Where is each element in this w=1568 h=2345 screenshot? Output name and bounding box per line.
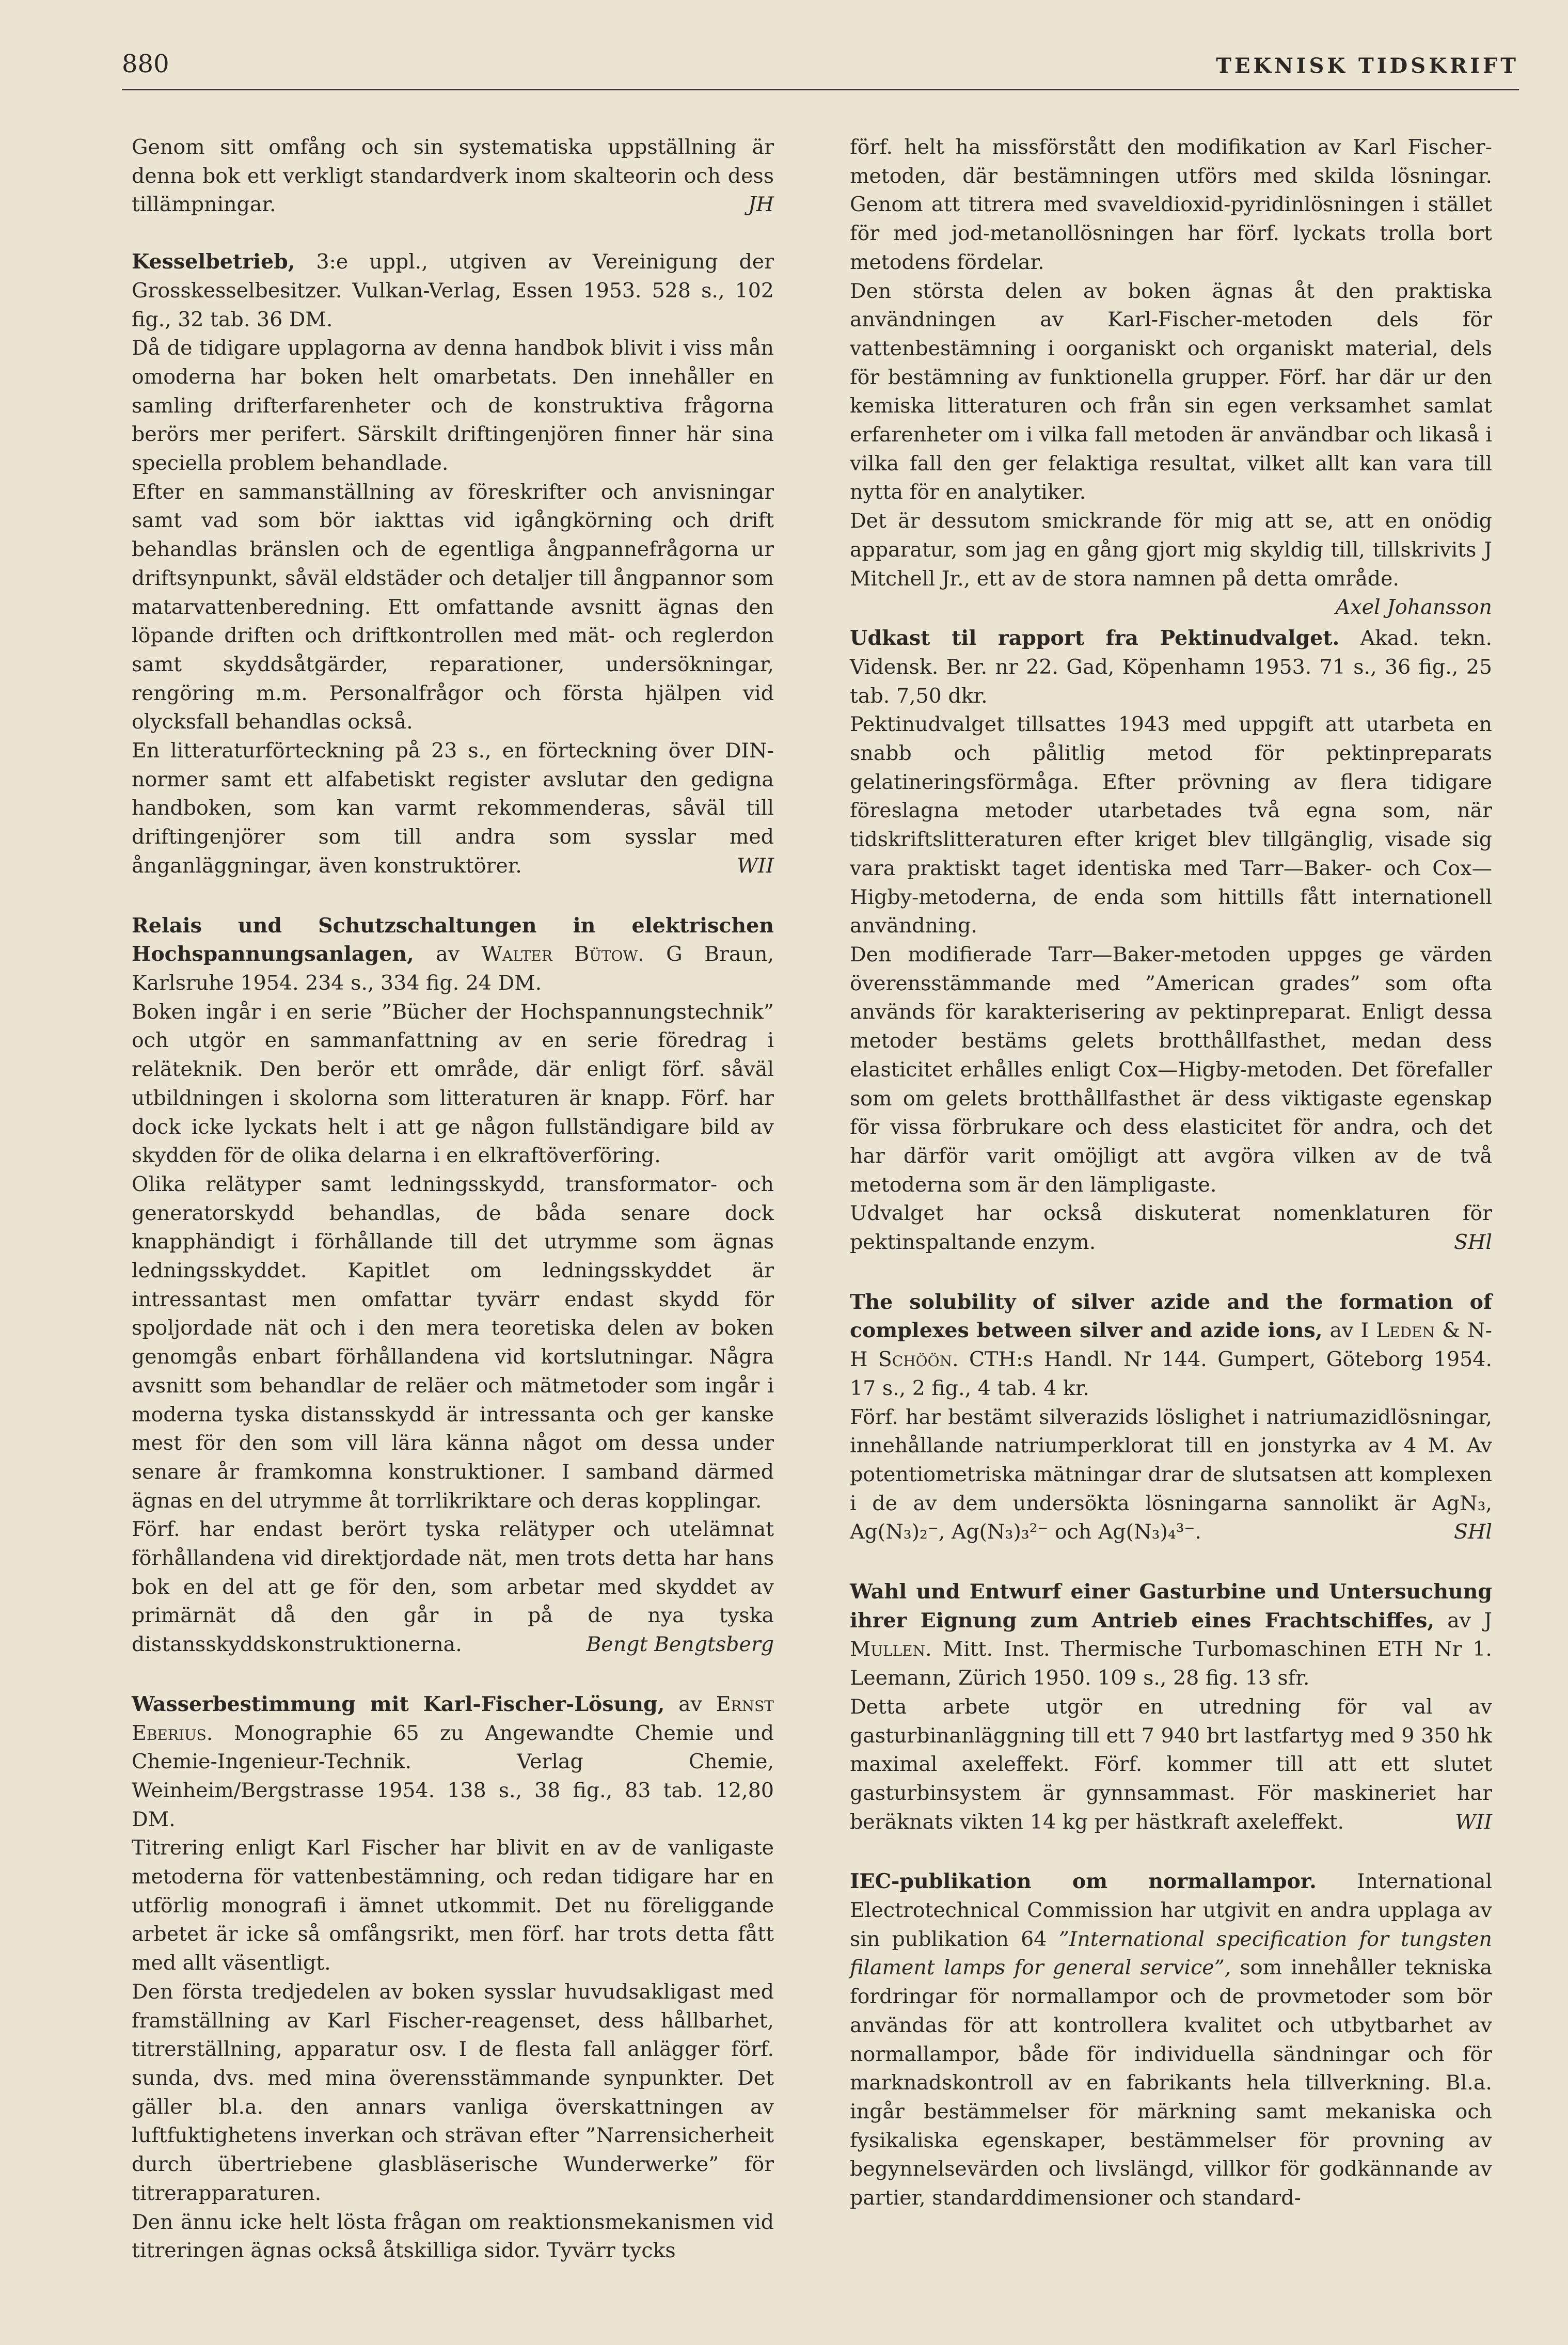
review-paragraph: Den största delen av boken ägnas åt den praktiska användningen av Karl-Fischer-metoden dels för vattenbestämning i oorganiskt och organiskt material, dels för bestämning av funktionella grupper. Förf. har där ur den kemiska litteraturen och från sin egen verksamhet samlat erfarenheter om i vilka fall metoden är användbar och likaså i vilka fall den ger felaktiga resultat, vilket allt kan vara till nytta för en analytiker. [850,279,1492,504]
entry-meta: . Mitt. Inst. Thermische Turbomaschinen ETH Nr 1. Leemann, Zürich 1950. 109 s., 28 fig. 13 sfr. [850,1637,1492,1690]
entry-citation [132,248,774,334]
publication-title: ”International specification for tungsten filament lamps for general service”, [850,1927,1492,1980]
review-continuation: Genom sitt omfång och sin systematiska uppställning är denna bok ett verkligt standardverk inom skalteorin och dess tillämpningar. JH [132,133,774,219]
review-paragraph: Den modifierade Tarr—Baker-metoden uppges ge värden överensstämmande med ”American grades” som ofta används för karakterisering av pektinpreparat. Enligt dessa metoder bestäms gelets brotthållfasthet, medan dess elasticitet erhålles enligt Cox—Higby-metoden. Det förefaller som om gelets brotthållfasthet är dess viktigaste egenskap för vissa förbrukare och dess elasticitet för andra, och det har därför varit omöjligt att avgöra vilken av de två metoderna som är den lämpligaste. [850,942,1492,1197]
reviewer-signature: JH [748,193,774,217]
review-wasserbestimmung [132,1690,774,2265]
review-paragraph: Titrering enligt Karl Fischer har blivit en av de vanligaste metoderna för vattenbestämning, och redan tidigare har en utförlig monografi i ämnet utkommit. Det nu föreliggande arbetet är icke så omfångsrikt, men förf. har trots detta fått med allt väsentligt. [132,1836,774,1975]
review-paragraph: Detta arbete utgör en utredning för val av gasturbinanläggning till ett 7 940 brt lastfartyg med 9 350 hk maximal axeleffekt. Förf. kommer till att ett slutet gasturbinsystem är gynnsammast. För maskineriet har beräknats vikten 14 kg per hästkraft axeleffekt. WII [850,1693,1492,1837]
right-column [850,133,1492,2213]
entry-citation: Wasserbestimmung mit Karl-Fischer-Lösung, av Ernst Eberius. Monographie 65 zu Angewandte Chemie und Chemie-Ingenieur-Technik. Verlag Chemie, Weinheim/Bergstrasse 1954. 138 s., 38 fig., 83 tab. 12,80 DM. [132,1692,774,1831]
review-paragraph: Efter en sammanställning av föreskrifter och anvisningar samt vad som bör iakttas vid igångkörning och drift behandlas bränslen och de egentliga ångpannefrågorna ur driftsynpunkt, såväl eldstäder och detaljer till ångpannor som matarvattenberedning. Ett omfattande avsnitt ägnas den löpande driften och driftkontrollen med mät- och reglerdon samt skyddsåtgärder, reparationer, undersökningar, rengöring m.m. Personalfrågor och första hjälpen vid olycksfall behandlas också. [132,480,774,734]
entry-title: IEC-publikation om normallampor. [850,1869,1317,1894]
page-header [122,50,1519,94]
reviewer-signature: WII [737,853,774,878]
left-column [132,133,774,2265]
review-paragraph: Det är dessutom smickrande för mig att se, att en onödig apparatur, som jag en gång gjort mig skyldig till, tillskrivits J Mitchell Jr., ett av de stora namnen på detta område. Axel Johansson [850,507,1492,593]
review-relais [132,912,774,1659]
entry-author: I Leden & N-H Schöön [850,1319,1492,1372]
entry-citation: The solubility of silver azide and the formation of complexes between silver and azide ions, av I Leden & N-H Schöön. CTH:s Handl. Nr 144. Gumpert, Göteborg 1954. 17 s., 2 fig., 4 tab. 4 kr. [850,1290,1492,1400]
reviewer-signature: Axel Johansson [1335,595,1492,620]
header-rule [122,89,1519,90]
entry-author: Ernst Eberius [132,1692,774,1745]
review-kesselbetrieb [132,248,774,880]
review-paragraph: Pektinudvalget tillsattes 1943 med uppgift att utarbeta en snabb och pålitlig metod för pektinpreparats gelatineringsförmåga. Efter prövning av flera tidigare föreslagna metoder utarbetades två egna som, när tidskriftslitteraturen efter kriget blev tillgänglig, visade sig vara praktiskt taget identiska med Tarr—Baker- och Cox—Higby-metoderna, de enda som hittills fått internationell användning. [850,712,1492,938]
reviewer-signature: SHl [1453,1230,1492,1255]
entry-meta: 3:e uppl., utgiven av Vereinigung der Grosskesselbesitzer. Vulkan-Verlag, Essen 1953. 528 s., 102 fig., 32 tab. 36 DM. [132,250,774,331]
entry-meta: . G Braun, Karlsruhe 1954. 234 s., 334 fig. 24 DM. [132,942,774,995]
entry-citation [850,624,1492,710]
review-paragraph: Den ännu icke helt lösta frågan om reaktionsmekanismen vid titreringen ägnas också åtskilliga sidor. Tyvärr tycks [132,2210,774,2263]
review-iec-normallampor [850,1867,1492,2212]
page-number: 880 [122,50,169,78]
entry-title: Wasserbestimmung mit Karl-Fischer-Lösung, [132,1692,665,1716]
entry-meta: . CTH:s Handl. Nr 144. Gumpert, Göteborg 1954. 17 s., 2 fig., 4 tab. 4 kr. [850,1348,1492,1400]
entry-meta: Akad. tekn. Vidensk. Ber. nr 22. Gad, Köpenhamn 1953. 71 s., 36 fig., 25 tab. 7,50 dkr. [850,626,1492,708]
reviewer-signature: SHl [1453,1520,1492,1544]
review-paragraph: Boken ingår i en serie ”Bücher der Hochspannungstechnik” och utgör en sammanfattning av en serie föredrag i reläteknik. Den berör ett område, där enligt förf. såväl utbildningen i skolorna som litteraturen är knapp. Förf. har dock icke lyckats helt i att ge någon fullständigare bild av skydden för de olika delarna i en elkraftöverföring. [132,1000,774,1168]
entry-author: J Mullen [850,1608,1492,1661]
review-paragraph: förf. helt ha missförstått den modifikation av Karl Fischer-metoden, där bestämningen utförs med skilda lösningar. Genom att titrera med svaveldioxid-pyridinlösningen i stället för med jod-metanollösningen har förf. lyckats trolla bort metodens fördelar. [850,135,1492,274]
entry-citation: Relais und Schutzschaltungen in elektrischen Hochspannungsanlagen, av Walter Bütow. G Braun, Karlsruhe 1954. 234 s., 334 fig. 24 DM. [132,913,774,995]
entry-title: Relais und Schutzschaltungen in elektrischen Hochspannungsanlagen, [132,913,774,966]
review-pektinudvalget [850,624,1492,1257]
entry-title: The solubility of silver azide and the formation of complexes between silver and azide ions, [850,1290,1492,1343]
review-paragraph: Förf. har endast berört tyska relätyper och utelämnat förhållandena vid direktjordade nät, men trots detta har hans bok en del att ge för den, som arbetar med skyddet av primärnät då den går in på de nya tyska distansskyddskonstruktionerna. Bengt Bengtsberg [132,1515,774,1659]
journal-name: TEKNISK TIDSKRIFT [1216,54,1519,78]
entry-citation: Wahl und Entwurf einer Gasturbine und Untersuchung ihrer Eignung zum Antrieb eines Frachtschiffes, av J Mullen. Mitt. Inst. Thermische Turbomaschinen ETH Nr 1. Leemann, Zürich 1950. 109 s., 28 fig. 13 sfr. [850,1580,1492,1690]
review-paragraph: En litteraturförteckning på 23 s., en förteckning över DIN-normer samt ett alfabetiskt register avslutar den gedigna handboken, som kan varmt rekommenderas, såväl till driftingenjörer som till andra som sysslar med ånganläggningar, även konstruktörer. WII [132,737,774,881]
review-paragraph: Olika relätyper samt ledningsskydd, transformator- och generatorskydd behandlas, de båda senare dock knapphändigt i förhållande till det utrymme som ägnas ledningsskyddet. Kapitlet om ledningsskyddet är intressantast men omfattar tyvärr endast skydd för spoljordade nät och i den mera teoretiska delen av boken genomgås enbart förhållandena vid kortslutningar. Några avsnitt som behandlar de reläer och mätmetoder som ingår i moderna tyska distansskydd är intressanta och ger kanske mest för den som vill lära känna något om dessa under senare år framkomna konstruktioner. I samband därmed ägnas en del utrymme åt torrlikriktare och deras kopplingar. [132,1172,774,1513]
entry-title: Kesselbetrieb, [132,250,295,274]
reviewer-signature: WII [1455,1810,1492,1834]
review-paragraph: Då de tidigare upplagorna av denna handbok blivit i viss mån omoderna har boken helt omarbetats. Den innehåller en samling drifterfarenheter och de konstruktiva frågorna berörs mer perifert. Särskilt driftingenjören finner här sina speciella problem behandlade. [132,336,774,476]
entry-author: Walter Bütow [481,942,638,966]
reviewer-signature: Bengt Bengtsberg [586,1633,774,1657]
entry-title: Udkast til rapport fra Pektinudvalget. [850,626,1340,651]
entry-title: Wahl und Entwurf einer Gasturbine und Untersuchung ihrer Eignung zum Antrieb eines Frachtschiffes, [850,1580,1492,1633]
review-paragraph: Förf. har bestämt silverazids löslighet i natriumazidlösningar, innehållande natriumperklorat till en jonstyrka av 4 M. Av potentiometriska mätningar drar de slutsatsen att komplexen i de av dem undersökta lösningarna sannolikt är AgN₃, Ag(N₃)₂⁻, Ag(N₃)₃²⁻ och Ag(N₃)₄³⁻. SHl [850,1403,1492,1547]
entry-citation: IEC-publikation om normallampor. International Electrotechnical Commission har utgivit en andra upplaga av sin publikation 64 ”International specification for tungsten filament lamps for general service”, som innehåller tekniska fordringar för normallampor och de provmetoder som bör användas för att kontrollera kvalitet och utbytbarhet av normallampor, både för individuella sändningar och för marknadskontroll av en fabrikants hela tillverkning. Bl.a. ingår bestämmelser för märkning samt mekaniska och fysikaliska egenskaper, bestämmelser för provning av begynnelsevärden och livslängd, villkor för godkännande av partier, standarddimensioner och standard- [850,1869,1493,2210]
review-silver-azide [850,1288,1492,1547]
entry-meta: . Monographie 65 zu Angewandte Chemie und Chemie-Ingenieur-Technik. Verlag Chemie, Weinheim/Bergstrasse 1954. 138 s., 38 fig., 83 tab. 12,80 DM. [132,1721,774,1831]
review-wasserbestimmung-continued [850,133,1492,620]
review-paragraph: Den första tredjedelen av boken sysslar huvudsakligast med framställning av Karl Fischer-reagenset, dess hållbarhet, titrerställning, apparatur osv. I de flesta fall anlägger förf. sunda, dvs. med mina överensstämmande synpunkter. Det gäller bl.a. den annars vanliga överskattningen av luftfuktighetens inverkan och strävan efter ”Narrensicherheit durch übertriebene glasbläserische Wunderwerke” för titrerapparaturen. [132,1979,774,2205]
review-paragraph: Udvalget har också diskuterat nomenklaturen för pektinspaltande enzym. SHl [850,1199,1492,1257]
review-gasturbine [850,1578,1492,1836]
